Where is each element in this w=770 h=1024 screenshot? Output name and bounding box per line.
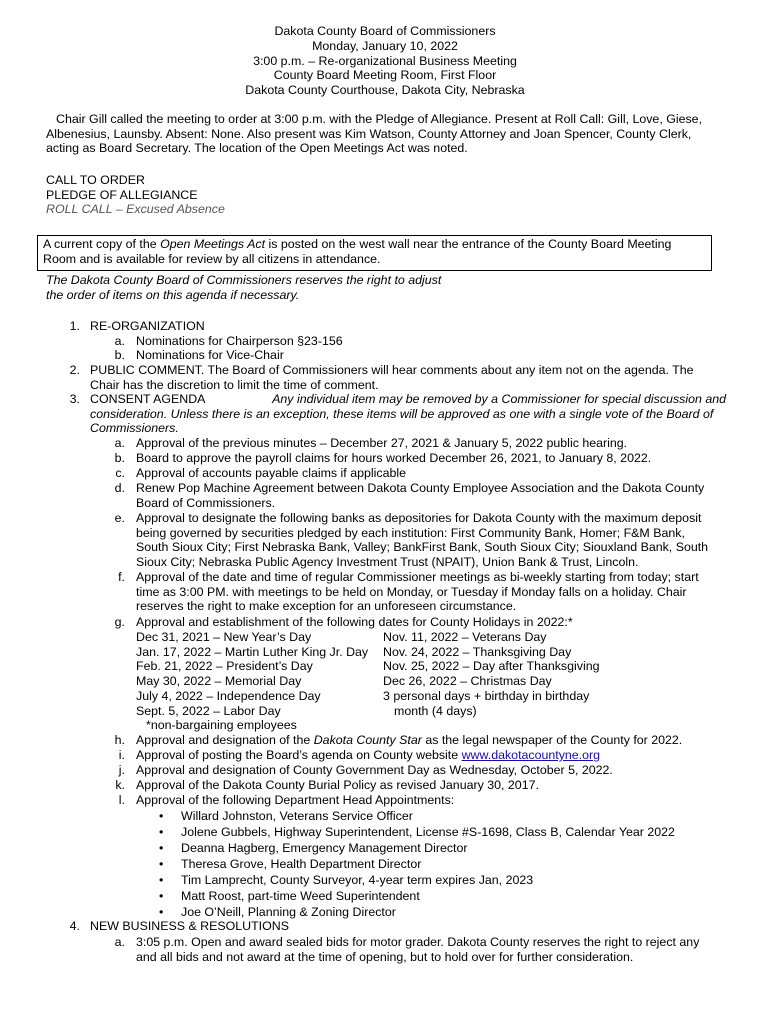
sub-letter: k. — [115, 778, 125, 792]
burial-policy: Approval of the Dakota County Burial Policy as revised January 30, 2017. — [136, 778, 539, 792]
bids-line-1: 3:05 p.m. Open and award sealed bids for motor grader. Dakota County reserves the right to reject any — [136, 935, 700, 949]
consent-agenda-title: CONSENT AGENDA — [90, 392, 206, 406]
approve-payroll: Board to approve the payroll claims for hours worked December 26, 2021, to January 8, 2022. — [136, 451, 652, 465]
intro-line-1: Chair Gill called the meeting to order at 3:00 p.m. with the Pledge of Allegiance. Present at Roll Call: Gill, Love, Giese, — [56, 112, 703, 126]
header-board-name: Dakota County Board of Commissioners — [274, 24, 496, 38]
holiday-item: Jan. 17, 2022 – Martin Luther King Jr. Day — [136, 644, 369, 659]
open-meetings-notice — [37, 235, 712, 271]
intro-line-3: acting as Board Secretary. The location of the Open Meetings Act was noted. — [46, 141, 468, 156]
public-comment-line-1: PUBLIC COMMENT. The Board of Commissioners will hear comments about any item not on the agenda. The — [90, 363, 694, 377]
consent-italic-2: consideration. Unless there is an exception, these items will be approved as one with a single vote of the Board of — [90, 406, 714, 421]
nominations-vice-chair: Nominations for Vice-Chair — [136, 348, 284, 362]
holiday-item: Nov. 24, 2022 – Thanksgiving Day — [383, 644, 572, 659]
item-number: 1. — [69, 319, 80, 333]
sub-letter: h. — [114, 733, 125, 747]
holiday-item: Dec 26, 2022 – Christmas Day — [383, 674, 552, 689]
open-meetings-act: Open Meetings Act — [160, 237, 266, 251]
intro-line-2: Albenesius, Launsby. Absent: None. Also present was Kim Watson, County Attorney and Joan Spencer, County Clerk, — [46, 126, 692, 141]
appointment-item: Jolene Gubbels, Highway Superintendent, License #S-1698, Class B, Calendar Year 2022 — [181, 825, 675, 839]
bank-depositories — [136, 511, 726, 570]
notice-line-2: Room and is available for review by all citizens in attendance. — [43, 251, 381, 266]
sub-letter: a. — [114, 334, 125, 348]
appointment-item: Deanna Hagberg, Emergency Management Director — [181, 841, 468, 855]
schedule-line-3: reserves the right to make exception for an unforeseen circumstance. — [136, 599, 517, 614]
website-posting — [136, 748, 600, 763]
header-room: County Board Meeting Room, First Floor — [273, 68, 497, 83]
banks-line-1: Approval to designate the following banks as depositories for Dakota County with the maximum deposit — [136, 511, 702, 525]
sub-letter: f. — [118, 570, 125, 584]
reserve-line-1: The Dakota County Board of Commissioners reserves the right to adjust — [46, 273, 442, 287]
approve-claims: Approval of accounts payable claims if applicable — [136, 466, 406, 480]
meeting-header — [0, 24, 770, 98]
item-consent-agenda — [90, 392, 726, 436]
item-new-business-title: NEW BUSINESS & RESOLUTIONS — [90, 919, 289, 933]
holidays-footnote: *non-bargaining employees — [146, 718, 297, 732]
bullet-dot: • — [159, 825, 164, 839]
banks-line-2: being governed by securities pledged by each institution: First Community Bank, Homer; F&M Bank, — [136, 525, 685, 540]
holidays-left-column — [136, 630, 368, 718]
appointment-item: Willard Johnston, Veterans Service Officer — [181, 809, 413, 823]
schedule-line-1: Approval of the date and time of regular Commissioner meetings as bi-weekly starting from today; start — [136, 570, 699, 584]
consent-italic-1: Any individual item may be removed by a Commissioner for special discussion and — [272, 392, 726, 406]
sub-letter: i. — [118, 748, 125, 762]
holiday-item: Nov. 25, 2022 – Day after Thanksgiving — [383, 659, 600, 674]
header-location: Dakota County Courthouse, Dakota City, Nebraska — [245, 83, 525, 98]
appointment-item: Matt Roost, part-time Weed Superintendent — [181, 889, 420, 903]
item-number: 2. — [69, 363, 80, 377]
bullet-dot: • — [159, 873, 164, 887]
item-reorganization-title: RE-ORGANIZATION — [90, 319, 205, 333]
sub-letter: j. — [118, 763, 125, 777]
banks-line-4: Sioux City; Nebraska Public Agency Investment Trust (NPAIT), Union Bank & Trust, Lincoln. — [136, 555, 639, 570]
reserve-statement — [46, 273, 726, 302]
pop-machine-agreement — [136, 481, 726, 510]
holiday-item: month (4 days) — [394, 703, 477, 718]
approve-minutes: Approval of the previous minutes – December 27, 2021 & January 5, 2022 public hearing. — [136, 436, 628, 450]
holidays-right-column — [383, 630, 600, 718]
holiday-item: Nov. 11, 2022 – Veterans Day — [383, 630, 547, 644]
newspaper-name: Dakota County Star — [313, 733, 422, 747]
county-government-day: Approval and designation of County Government Day as Wednesday, October 5, 2022. — [136, 763, 613, 777]
holiday-item: July 4, 2022 – Independence Day — [136, 688, 321, 703]
bullet-dot: • — [159, 889, 164, 903]
notice-post: is posted on the west wall near the entrance of the County Board Meeting — [265, 237, 672, 251]
county-website-link[interactable]: www.dakotacountyne.org — [461, 748, 601, 762]
appointment-item: Theresa Grove, Health Department Director — [181, 857, 422, 871]
public-comment-line-2: Chair has the discretion to limit the time of comment. — [90, 377, 379, 392]
roll-call: ROLL CALL – Excused Absence — [46, 202, 225, 217]
reserve-line-2: the order of items on this agenda if necessary. — [46, 287, 300, 302]
department-head-appointments: Approval of the following Department Head Appointments: — [136, 793, 455, 807]
county-holidays-title: Approval and establishment of the following dates for County Holidays in 2022:* — [136, 615, 573, 629]
bullet-dot: • — [159, 809, 164, 823]
bullet-dot: • — [159, 905, 164, 919]
holiday-item: 3 personal days + birthday in birthday — [383, 688, 590, 703]
call-to-order: CALL TO ORDER — [46, 173, 145, 187]
nominations-chair: Nominations for Chairperson §23-156 — [136, 334, 343, 348]
header-date: Monday, January 10, 2022 — [312, 38, 458, 53]
item-number: 3. — [69, 392, 80, 406]
consent-italic-3: Commissioners. — [90, 421, 179, 436]
website-pre: Approval of posting the Board’s agenda on County website — [136, 748, 462, 762]
header-meeting-type: 3:00 p.m. – Re-organizational Business Meeting — [253, 53, 517, 68]
bullet-dot: • — [159, 841, 164, 855]
sub-letter: a. — [114, 935, 125, 949]
holiday-item: May 30, 2022 – Memorial Day — [136, 674, 302, 689]
pop-machine-line-1: Renew Pop Machine Agreement between Dakota County Employee Association and the Dakota County — [136, 481, 705, 495]
newspaper-pre: Approval and designation of the — [136, 733, 314, 747]
sub-letter: a. — [114, 436, 125, 450]
sub-letter: c. — [115, 466, 125, 480]
holiday-item: Feb. 21, 2022 – President’s Day — [136, 659, 313, 674]
pledge-of-allegiance: PLEDGE OF ALLEGIANCE — [46, 187, 198, 202]
holiday-item: Dec 31, 2021 – New Year’s Day — [136, 630, 312, 644]
appointment-item: Joe O’Neill, Planning & Zoning Director — [181, 905, 396, 919]
schedule-line-2: time as 3:00 PM. with meetings to be held on Monday, or Tuesday if Monday falls on a holiday. Chair — [136, 584, 687, 599]
notice-pre: A current copy of the — [43, 237, 161, 251]
newspaper-post: as the legal newspaper of the County for 2022. — [421, 733, 683, 747]
intro-paragraph — [46, 112, 726, 156]
legal-newspaper — [136, 733, 682, 748]
bids-line-2: and all bids and not award at the time of opening, but to hold over for further consideration. — [136, 949, 634, 964]
sub-letter: g. — [114, 615, 125, 629]
appointment-item: Tim Lamprecht, County Surveyor, 4-year term expires Jan, 2023 — [181, 873, 534, 887]
sub-letter: l. — [118, 793, 125, 807]
pop-machine-line-2: Board of Commissioners. — [136, 495, 276, 510]
holiday-item: Sept. 5, 2022 – Labor Day — [136, 703, 281, 718]
item-number: 4. — [69, 919, 80, 933]
sub-letter: b. — [114, 451, 125, 465]
banks-line-3: South Sioux City; First Nebraska Bank, Valley; BankFirst Bank, South Sioux City; Siouxland Bank, South — [136, 540, 709, 555]
opening-items — [46, 173, 726, 217]
sub-letter: b. — [114, 348, 125, 362]
sub-letter: d. — [114, 481, 125, 495]
bullet-dot: • — [159, 857, 164, 871]
sub-letter: e. — [114, 511, 125, 525]
meeting-schedule — [136, 570, 726, 614]
item-public-comment — [90, 363, 726, 392]
motor-grader-bids — [136, 935, 726, 964]
